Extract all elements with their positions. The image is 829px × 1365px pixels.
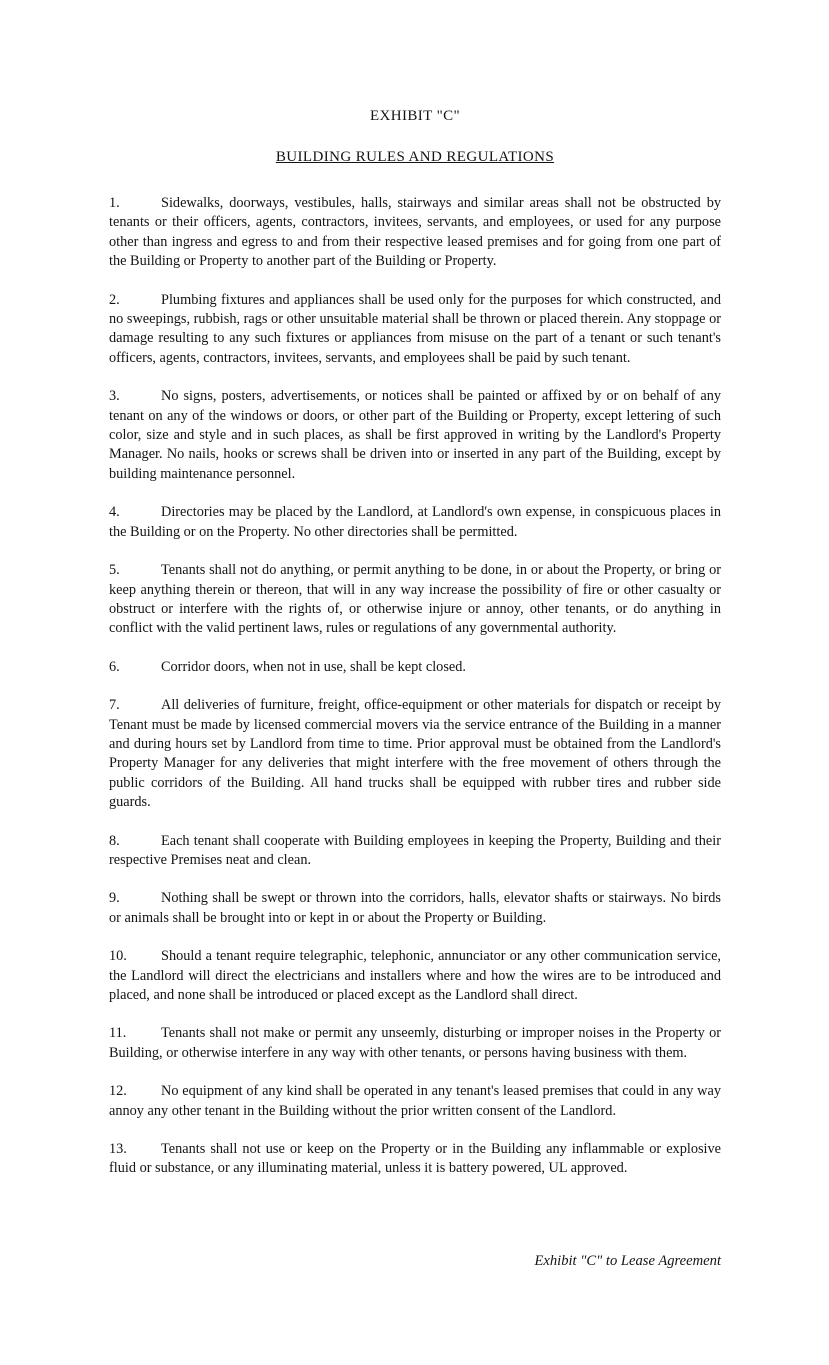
rule-paragraph <box>109 889 721 928</box>
rule-text: Nothing shall be swept or thrown into the corridors, halls, elevator shafts or stairways. No birds or animals shall be brought into or kept in or about the Property or Building. <box>109 890 721 926</box>
rule-text: No equipment of any kind shall be operated in any tenant's leased premises that could in any way annoy any other tenant in the Building without the prior written consent of the Landlord. <box>109 1083 721 1119</box>
rule-text: Tenants shall not do anything, or permit anything to be done, in or about the Property, or bring or keep anything therein or thereon, that will in any way increase the possibility of fire or other casualty or obstruct or interfere with the rights of, or otherwise injure or annoy, other tenants, or do anything in conflict with the valid pertinent laws, rules or regulations of any governmental authority. <box>109 562 721 637</box>
rule-text: Each tenant shall cooperate with Building employees in keeping the Property, Building and their respective Premises neat and clean. <box>109 832 721 868</box>
rule-number: 4. <box>109 504 120 521</box>
rule-paragraph <box>109 561 721 639</box>
rule-number: 6. <box>109 658 120 675</box>
rule-number: 8. <box>109 832 120 849</box>
rule-text: Should a tenant require telegraphic, telephonic, annunciator or any other communication service, the Landlord will direct the electricians and installers where and how the wires are to be introduced and placed, and none shall be introduced or placed except as the Landlord shall direct. <box>109 948 721 1003</box>
rule-paragraph <box>109 1024 721 1063</box>
rule-text: All deliveries of furniture, freight, office-equipment or other materials for dispatch or receipt by Tenant must be made by licensed commercial movers via the service entrance of the Building in a manner and during hours set by Landlord from time to time. Prior approval must be obtained from the Landlord's Property Manager for any deliveries that might interfere with the free movement of others through the public corridors of the Building. All hand trucks shall be equipped with rubber tires and rubber side guards. <box>109 697 721 811</box>
rule-number: 9. <box>109 890 120 907</box>
rule-paragraph <box>109 1082 721 1121</box>
rule-paragraph <box>109 387 721 484</box>
rule-paragraph <box>109 503 721 542</box>
rule-text: No signs, posters, advertisements, or notices shall be painted or affixed by or on behalf of any tenant on any of the windows or doors, or other part of the Building or Property, except lettering of such color, size and style and in such places, as shall be first approved in writing by the Landlord's Property Manager. No nails, hooks or screws shall be driven into or inserted in any part of the Building, except by building maintenance personnel. <box>109 388 721 482</box>
rule-number: 3. <box>109 388 120 405</box>
footer-note: Exhibit "C" to Lease Agreement <box>534 1252 721 1269</box>
rule-text: Tenants shall not use or keep on the Property or in the Building any inflammable or explosive fluid or substance, or any illuminating material, unless it is battery powered, UL approved. <box>109 1141 721 1177</box>
rule-number: 1. <box>109 195 120 211</box>
rule-paragraph <box>109 658 721 677</box>
rule-number: 11. <box>109 1025 127 1042</box>
rule-number: 12. <box>109 1083 127 1100</box>
rule-number: 10. <box>109 948 127 965</box>
rule-number: 13. <box>109 1141 127 1158</box>
rule-text: Sidewalks, doorways, vestibules, halls, stairways and similar areas shall not be obstructed by tenants or their officers, agents, contractors, invitees, servants, and employees, or used for any purpose other than ingress and egress to and from their respective leased premises and for going from one part of the Building or Property to another part of the Building or Property. <box>109 195 721 270</box>
rule-text: Tenants shall not make or permit any unseemly, disturbing or improper noises in the Property or Building, or otherwise interfere in any way with other tenants, or persons having business with them. <box>109 1025 721 1061</box>
rule-number: 7. <box>109 697 120 714</box>
rule-paragraph <box>109 291 721 369</box>
rule-number: 5. <box>109 562 120 579</box>
rule-number: 2. <box>109 291 120 308</box>
rule-paragraph <box>109 194 721 272</box>
rule-text: Directories may be placed by the Landlord, at Landlord's own expense, in conspicuous places in the Building or on the Property. No other directories shall be permitted. <box>109 504 721 540</box>
rule-paragraph <box>109 1140 721 1179</box>
rule-paragraph <box>109 832 721 871</box>
document-title: EXHIBIT "C" <box>369 108 461 124</box>
rule-paragraph <box>109 696 721 812</box>
document-heading: BUILDING RULES AND REGULATIONS <box>275 149 555 165</box>
rule-text: Corridor doors, when not in use, shall be kept closed. <box>161 658 466 675</box>
rule-paragraph <box>109 947 721 1005</box>
rules-list <box>109 194 721 1179</box>
rule-text: Plumbing fixtures and appliances shall be used only for the purposes for which constructed, and no sweepings, rubbish, rags or other unsuitable material shall be thrown or placed therein. Any stoppage or damage resulting to any such fixtures or appliances from misuse on the part of a tenant or such tenant's officers, agents, contractors, invitees, servants, and employees shall be paid by such tenant. <box>109 291 721 366</box>
